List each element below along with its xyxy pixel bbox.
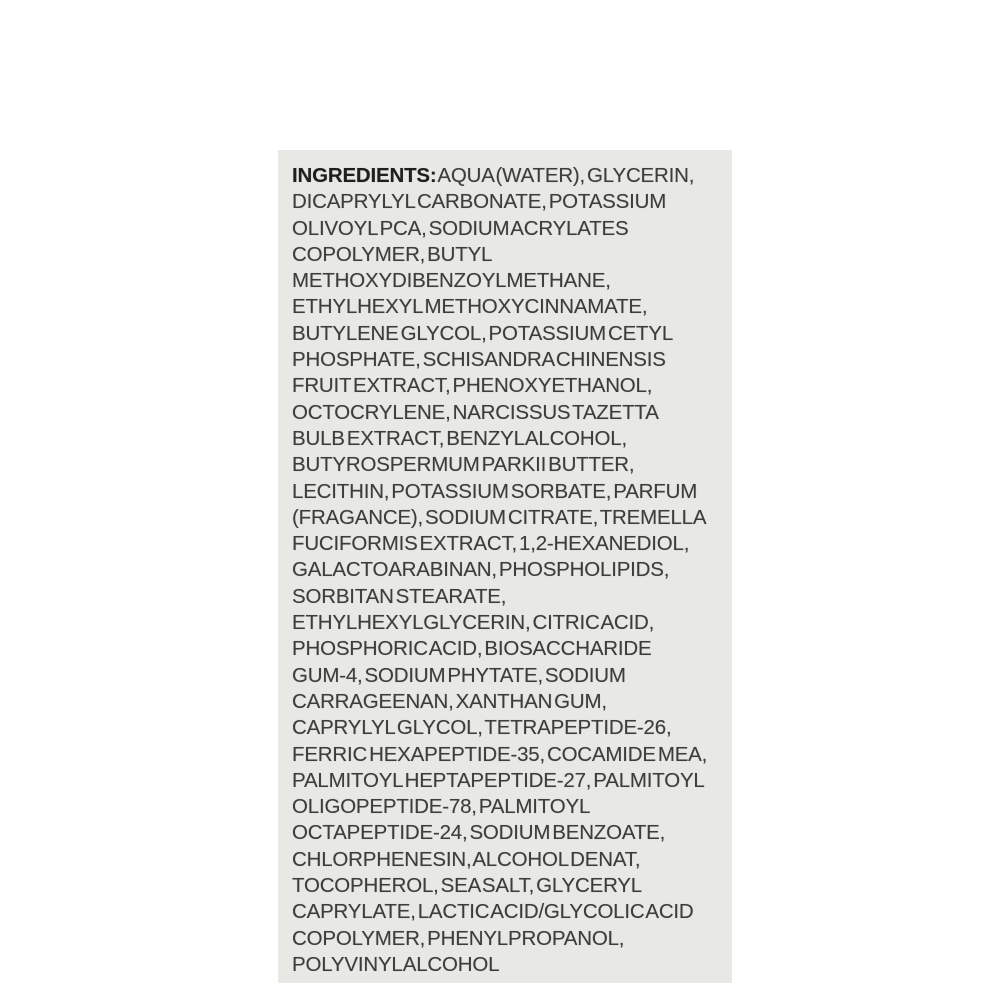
ingredients-line: CAPRYLATE, LACTIC ACID/GLYCOLIC ACID	[292, 900, 694, 924]
ingredients-line: CHLORPHENESIN, ALCOHOL DENAT,	[292, 847, 641, 871]
ingredients-line: FERRIC HEXAPEPTIDE-35, COCAMIDE MEA,	[292, 742, 708, 766]
ingredients-line: TOCOPHEROL, SEA SALT, GLYCERYL	[292, 874, 642, 898]
ingredients-line: GUM-4, SODIUM PHYTATE, SODIUM	[292, 663, 626, 687]
ingredients-line: OLIVOYL PCA, SODIUM ACRYLATES	[292, 216, 629, 240]
ingredients-line: COPOLYMER, PHENYLPROPANOL,	[292, 926, 625, 950]
ingredients-heading: INGREDIENTS:	[292, 164, 437, 187]
ingredients-line: SORBITAN STEARATE,	[292, 584, 507, 608]
ingredients-line: (FRAGANCE), SODIUM CITRATE, TREMELLA	[292, 505, 707, 529]
ingredients-line: BULB EXTRACT, BENZYL ALCOHOL,	[292, 426, 627, 450]
ingredients-line: CAPRYLYL GLYCOL, TETRAPEPTIDE-26,	[292, 716, 672, 740]
ingredients-line: CARRAGEENAN, XANTHAN GUM,	[292, 689, 607, 713]
ingredients-line: PHOSPHATE, SCHISANDRA CHINENSIS	[292, 348, 666, 372]
ingredients-first-line-text: AQUA (WATER), GLYCERIN,	[436, 164, 695, 187]
ingredients-line: OLIGOPEPTIDE-78, PALMITOYL	[292, 795, 591, 819]
ingredients-line: COPOLYMER, BUTYL	[292, 242, 493, 266]
ingredients-lines	[292, 189, 722, 978]
ingredients-first-line	[292, 163, 722, 189]
ingredients-line: ETHYLHEXYL METHOXYCINNAMATE,	[292, 295, 648, 319]
ingredients-line: LECITHIN, POTASSIUM SORBATE, PARFUM	[292, 479, 698, 503]
ingredients-line: FRUIT EXTRACT, PHENOXYETHANOL,	[292, 374, 653, 398]
ingredients-line: DICAPRYLYL CARBONATE, POTASSIUM	[292, 190, 667, 214]
ingredients-line: ETHYLHEXYLGLYCERIN, CITRIC ACID,	[292, 611, 655, 635]
ingredients-line: BUTYLENE GLYCOL, POTASSIUM CETYL	[292, 321, 674, 345]
ingredients-line: BUTYROSPERMUM PARKII BUTTER,	[292, 453, 635, 477]
ingredients-line: OCTOCRYLENE, NARCISSUS TAZETTA	[292, 400, 659, 424]
ingredients-line: FUCIFORMIS EXTRACT, 1,2-HEXANEDIOL,	[292, 532, 690, 556]
ingredients-line: GALACTOARABINAN, PHOSPHOLIPIDS,	[292, 558, 670, 582]
ingredients-line: POLYVINYL ALCOHOL	[292, 952, 500, 976]
ingredients-text-block	[292, 163, 722, 978]
ingredients-line: PHOSPHORIC ACID, BIOSACCHARIDE	[292, 637, 652, 661]
ingredients-line: OCTAPEPTIDE-24, SODIUM BENZOATE,	[292, 821, 666, 845]
ingredients-line: METHOXYDIBENZOYLMETHANE,	[292, 269, 611, 293]
ingredients-label-panel	[278, 150, 732, 983]
ingredients-line: PALMITOYL HEPTAPEPTIDE-27, PALMITOYL	[292, 768, 705, 792]
